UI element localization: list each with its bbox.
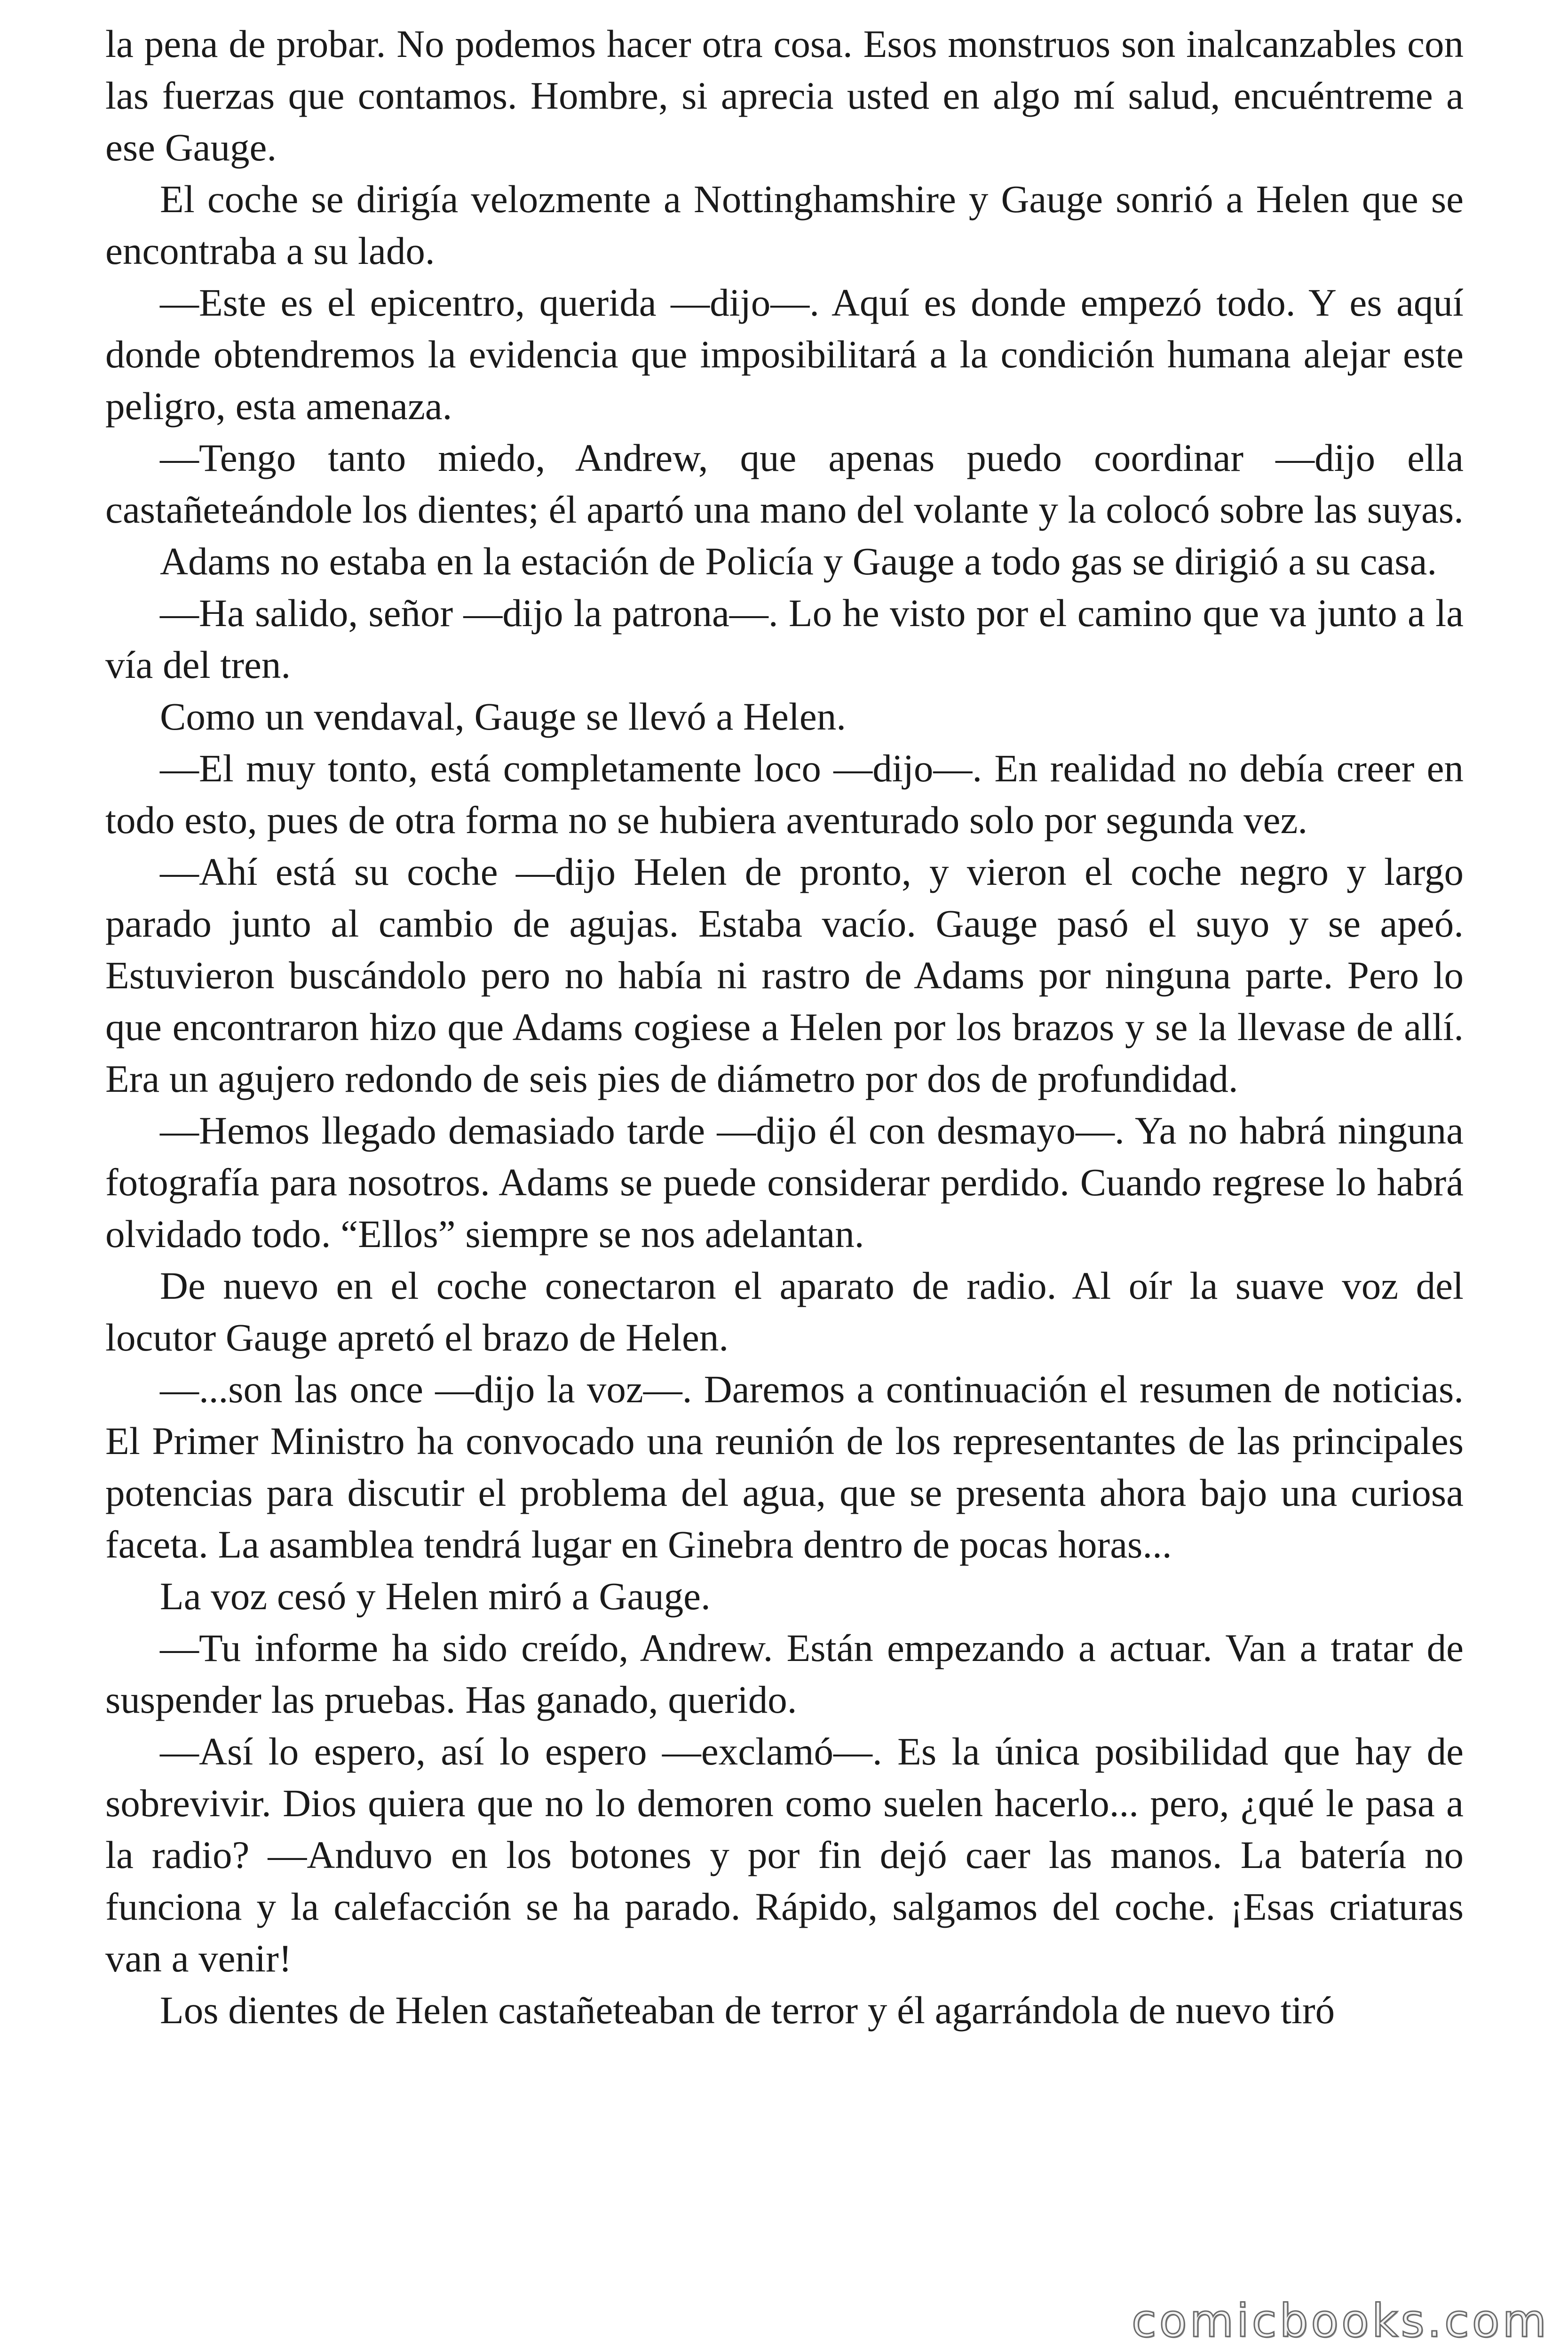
paragraph: —...son las once —dijo la voz—. Daremos a continuación el resumen de noticias. El Primer Ministro ha convocado una reunión de los representantes de las principales potencias para discutir el problema del agua, que se presenta ahora bajo una curiosa faceta. La asamblea tendrá lugar en Ginebra dentro de pocas horas... — [105, 1367, 1464, 1566]
paragraph: Adams no estaba en la estación de Policía y Gauge a todo gas se dirigió a su casa. — [160, 540, 1437, 583]
paragraph: —Ahí está su coche —dijo Helen de pronto, y vieron el coche negro y largo parado junto al cambio de agujas. Estaba vacío. Gauge pasó el suyo y se apeó. Estuvieron buscándolo pero no había ni rastro de Adams por ninguna parte. Pero lo que encontraron hizo que Adams cogiese a Helen por los brazos y se la llevase de allí. Era un agujero redondo de seis pies de diámetro por dos de profundidad. — [105, 850, 1464, 1100]
paragraph: De nuevo en el coche conectaron el aparato de radio. Al oír la suave voz del locutor Gauge apretó el brazo de Helen. — [105, 1264, 1464, 1359]
paragraph: —Este es el epicentro, querida —dijo—. Aquí es donde empezó todo. Y es aquí donde obtendremos la evidencia que imposibilitará a la condición humana alejar este peligro, esta amenaza. — [105, 281, 1464, 428]
paragraph: Como un vendaval, Gauge se llevó a Helen. — [160, 695, 846, 738]
paragraph: El coche se dirigía velozmente a Nottinghamshire y Gauge sonrió a Helen que se encontraba a su lado. — [105, 177, 1464, 272]
paragraph-continuation: la pena de probar. No podemos hacer otra cosa. Esos monstruos son inalcanzables con las fuerzas que contamos. Hombre, si aprecia usted en algo mí salud, encuéntreme a ese Gauge. — [105, 22, 1464, 169]
paragraph: —Tu informe ha sido creído, Andrew. Están empezando a actuar. Van a tratar de suspender las pruebas. Has ganado, querido. — [105, 1626, 1464, 1721]
paragraph: —Así lo espero, así lo espero —exclamó—. Es la única posibilidad que hay de sobrevivir. Dios quiera que no lo demoren como suelen hacerlo... pero, ¿qué le pasa a la radio? —Anduvo en los botones y por fin dejó caer las manos. La batería no funciona y la calefacción se ha parado. Rápido, salgamos del coche. ¡Esas criaturas van a venir! — [105, 1730, 1464, 1980]
paragraph-last: Los dientes de Helen castañeteaban de terror y él agarrándola de nuevo tiró — [160, 1988, 1335, 2032]
paragraph: La voz cesó y Helen miró a Gauge. — [160, 1574, 711, 1618]
watermark-logo: comicbooks.com — [1131, 2295, 1549, 2347]
paragraph: —El muy tonto, está completamente loco —dijo—. En realidad no debía creer en todo esto, pues de otra forma no se hubiera aventurado solo por segunda vez. — [105, 747, 1464, 842]
page-text — [105, 18, 1464, 2036]
paragraph: —Hemos llegado demasiado tarde —dijo él con desmayo—. Ya no habrá ninguna fotografía para nosotros. Adams se puede considerar perdido. Cuando regrese lo habrá olvidado todo. “Ellos” siempre se nos adelantan. — [105, 1109, 1464, 1255]
paragraph: —Tengo tanto miedo, Andrew, que apenas puedo coordinar —dijo ella castañeteándole los dientes; él apartó una mano del volante y la colocó sobre las suyas. — [105, 436, 1464, 531]
paragraph: —Ha salido, señor —dijo la patrona—. Lo he visto por el camino que va junto a la vía del tren. — [105, 591, 1464, 686]
